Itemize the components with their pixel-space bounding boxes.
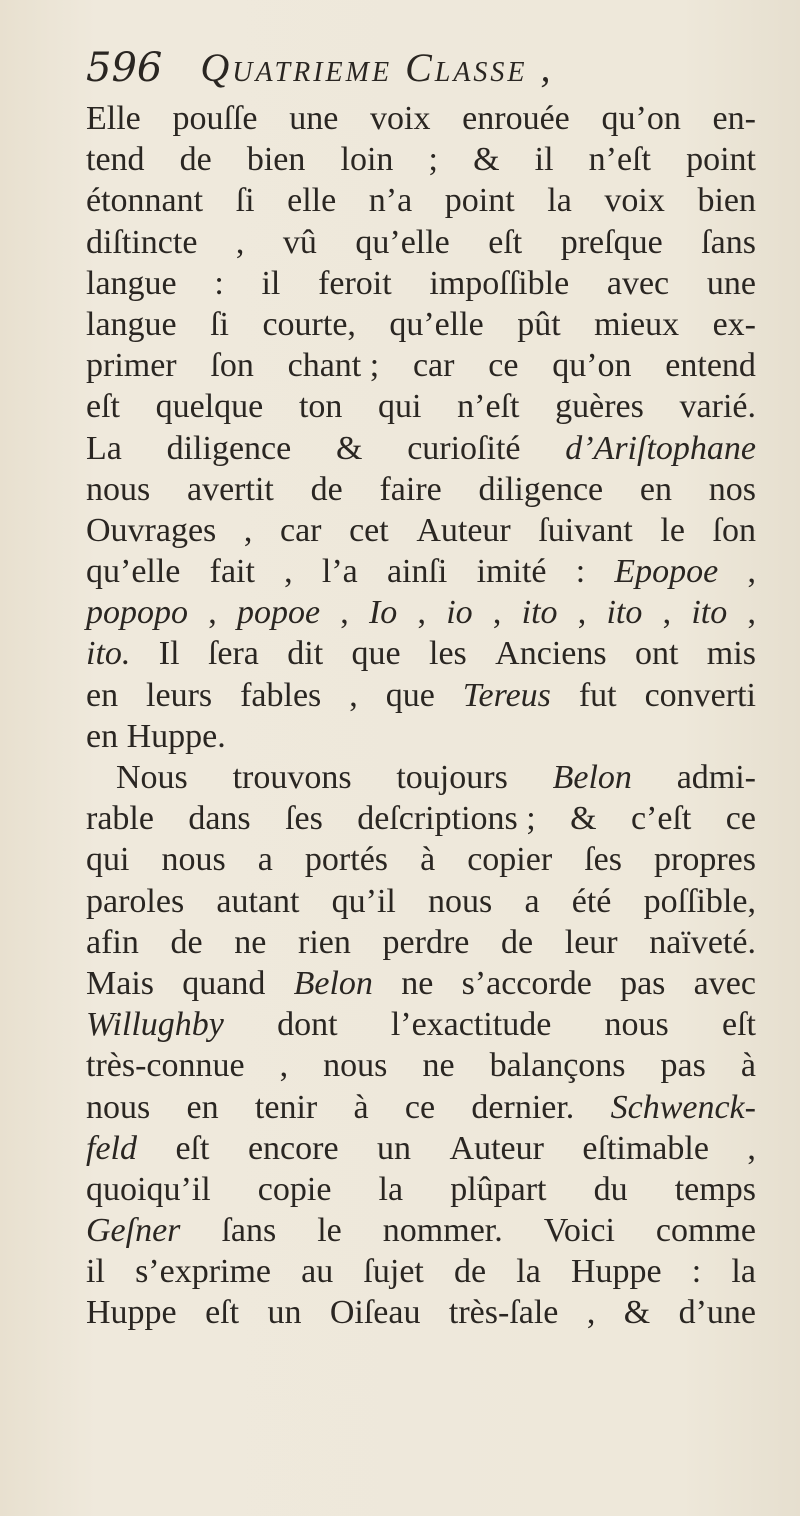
word: Il	[158, 635, 180, 673]
word: ,	[747, 1129, 756, 1167]
word: copie	[257, 1170, 332, 1208]
word: imité	[476, 553, 547, 591]
word: ;	[428, 141, 438, 179]
word: poſſible,	[643, 882, 756, 920]
word: diligence	[166, 429, 292, 467]
word: &	[473, 141, 500, 179]
word: s’exprime	[135, 1253, 272, 1291]
word: quelque	[155, 388, 264, 426]
word: pas	[660, 1047, 706, 1085]
word: un	[377, 1129, 412, 1167]
word: elle	[287, 182, 337, 220]
word: portés	[304, 841, 389, 879]
word: nous	[604, 1006, 669, 1044]
word: il	[86, 1253, 105, 1291]
word: qu’on	[552, 347, 632, 385]
word: feroit	[318, 264, 392, 302]
word: du	[593, 1170, 628, 1208]
word: très-ſale	[448, 1294, 559, 1332]
text-line	[86, 469, 756, 510]
word: la	[547, 182, 572, 220]
word: nous	[86, 1088, 151, 1126]
word: Io	[368, 594, 398, 632]
word: une	[706, 264, 756, 302]
text-line	[86, 922, 756, 963]
word: l’a	[321, 553, 358, 591]
word: d’Ariſtophane	[565, 429, 756, 467]
word: eſt	[488, 223, 523, 261]
word: popoe	[236, 594, 321, 632]
word: impoſſible	[429, 264, 570, 302]
text-line	[86, 510, 756, 551]
word: la	[731, 1253, 756, 1291]
word: au	[301, 1253, 334, 1291]
word: en	[186, 1088, 219, 1126]
word: nous	[161, 841, 226, 879]
word: car	[412, 347, 455, 385]
word: nommer.	[382, 1212, 503, 1250]
word: leur	[564, 923, 618, 961]
text-line	[86, 1251, 756, 1292]
word: le	[660, 511, 685, 549]
word: :	[214, 264, 224, 302]
word: ito.	[86, 635, 131, 673]
word: très-connue	[86, 1047, 245, 1085]
word: il	[534, 141, 554, 179]
page-header	[86, 44, 554, 96]
word: Epopoe	[614, 553, 719, 591]
text-line	[86, 345, 756, 386]
word: nos	[708, 470, 756, 508]
word: ce	[404, 1088, 436, 1126]
word: en-	[712, 100, 756, 137]
word: &	[335, 429, 363, 467]
word: :	[691, 1253, 702, 1291]
word: chant ;	[287, 347, 380, 385]
word: ſera	[207, 635, 259, 673]
word: ce	[488, 347, 519, 385]
word: &	[623, 1294, 651, 1332]
word: Elle	[86, 100, 141, 137]
word: en Huppe.	[86, 717, 226, 755]
word: perdre	[382, 923, 470, 961]
word: qu’il	[331, 882, 396, 920]
word: comme	[655, 1212, 756, 1250]
word: ,	[577, 594, 587, 632]
text-line	[86, 675, 756, 716]
word: curioſité	[407, 429, 521, 467]
word: qui	[86, 841, 130, 879]
word: Auteur	[449, 1129, 544, 1167]
word: dont	[277, 1006, 338, 1044]
word: ſans	[221, 1212, 277, 1250]
word: ,	[662, 594, 672, 632]
word: de	[310, 470, 343, 508]
word: preſque	[560, 223, 663, 261]
word: tenir	[254, 1088, 318, 1126]
word: ito	[606, 594, 643, 632]
word: langue	[86, 264, 177, 302]
word: deſcriptions ;	[357, 800, 536, 838]
text-line	[86, 98, 756, 139]
word: Belon	[293, 964, 373, 1002]
word: fut	[578, 676, 617, 714]
word: à	[740, 1047, 756, 1085]
word: copier	[467, 841, 553, 879]
text-line	[86, 386, 756, 427]
word: toujours	[396, 759, 508, 796]
word: Auteur	[416, 511, 511, 549]
word: été	[571, 882, 612, 920]
text-line	[86, 839, 756, 880]
page-number: 596	[86, 45, 163, 91]
word: dit	[287, 635, 324, 673]
word: Oiſeau	[329, 1294, 421, 1332]
word: io	[446, 594, 473, 632]
word: avec	[606, 264, 670, 302]
word: ſuivant	[538, 511, 633, 549]
word: ſon	[712, 511, 756, 549]
word: n’eſt	[457, 388, 520, 426]
word: ,	[340, 594, 349, 632]
word: ne	[234, 923, 267, 961]
word: admi-	[676, 759, 756, 796]
text-line	[86, 1292, 756, 1333]
word: avertit	[187, 470, 274, 508]
word: ſon	[210, 347, 254, 385]
word: de	[170, 923, 203, 961]
word: pas	[620, 964, 666, 1002]
word: pût	[517, 305, 561, 343]
word: n’eſt	[588, 141, 651, 179]
word: bien	[697, 182, 756, 220]
word: voix	[604, 182, 665, 220]
word: popopo	[86, 594, 188, 632]
word: tend	[86, 141, 145, 179]
word: mis	[706, 635, 756, 673]
word: qu’elle	[86, 553, 181, 591]
word: nous	[428, 882, 493, 920]
word: eſt	[722, 1006, 756, 1044]
word: car	[279, 511, 322, 549]
word: trouvons	[232, 759, 352, 796]
word: ,	[243, 511, 253, 549]
word: converti	[644, 676, 756, 714]
word: ne	[401, 964, 434, 1002]
word: de	[179, 141, 212, 179]
text-line	[86, 1128, 756, 1169]
word: varié.	[679, 388, 756, 426]
text-line	[86, 963, 756, 1004]
word: il	[261, 264, 281, 302]
word: un	[267, 1294, 302, 1332]
word: propres	[654, 841, 756, 879]
word: ,	[747, 553, 756, 591]
word: Geſner	[86, 1212, 181, 1250]
word: l’exactitude	[390, 1006, 552, 1044]
body-text	[86, 98, 756, 1334]
word: dans	[188, 800, 251, 838]
word: temps	[674, 1170, 756, 1208]
word: paroles	[86, 882, 185, 920]
word: qu’elle	[355, 223, 450, 261]
word: rien	[298, 923, 351, 961]
word: les	[429, 635, 467, 673]
word: de	[454, 1253, 487, 1291]
word: courte,	[262, 305, 356, 343]
word: ,	[284, 553, 293, 591]
text-line	[86, 180, 756, 221]
text-line	[86, 222, 756, 263]
word: ito	[521, 594, 558, 632]
word: avec	[693, 964, 756, 1002]
word: ne	[422, 1047, 455, 1085]
word: ſes	[584, 841, 622, 879]
word: eſtimable	[582, 1129, 709, 1167]
word: ,	[586, 1294, 596, 1332]
text-line	[86, 798, 756, 839]
word: naïveté.	[649, 923, 756, 961]
text-line	[86, 716, 756, 757]
word: bien	[246, 141, 306, 179]
word: encore	[247, 1129, 339, 1167]
word: en	[86, 676, 119, 714]
word: point	[444, 182, 515, 220]
word: Belon	[552, 759, 632, 796]
word: ,	[747, 594, 756, 632]
word: ito	[691, 594, 728, 632]
word: fables	[240, 676, 322, 714]
word: eſt	[86, 388, 120, 426]
word: rable	[86, 800, 154, 838]
word: ,	[279, 1047, 289, 1085]
word: faire	[379, 470, 442, 508]
text-line	[86, 881, 756, 922]
word: La	[86, 429, 122, 467]
word: :	[575, 553, 586, 591]
word: a	[524, 882, 540, 920]
text-line	[86, 304, 756, 345]
word: Huppe	[570, 1253, 662, 1291]
word: ton	[298, 388, 343, 426]
running-head: Quatrieme Classe ,	[200, 45, 554, 90]
word: nous	[323, 1047, 388, 1085]
word: mieux	[594, 305, 680, 343]
word: Tereus	[462, 676, 551, 714]
word: voix	[370, 100, 431, 137]
word: ſes	[285, 800, 323, 838]
word: pouſſe	[172, 100, 258, 137]
word: &	[570, 800, 597, 838]
word: Anciens	[495, 635, 607, 673]
text-line	[86, 1169, 756, 1210]
word: diſtincte	[86, 223, 198, 261]
word: étonnant	[86, 182, 204, 220]
word: eſt	[205, 1294, 240, 1332]
word: ce	[725, 800, 756, 838]
word: Voici	[543, 1212, 615, 1250]
word: quoiqu’il	[86, 1170, 211, 1208]
text-line	[86, 592, 756, 633]
word: entend	[665, 347, 756, 385]
word: langue	[86, 305, 177, 343]
word: que	[385, 676, 435, 714]
word: Mais	[86, 964, 154, 1002]
word: afin	[86, 923, 139, 961]
word: autant	[216, 882, 300, 920]
text-line	[86, 1087, 756, 1128]
word: vû	[282, 223, 317, 261]
word: ,	[349, 676, 358, 714]
word: s’accorde	[461, 964, 592, 1002]
word: en	[639, 470, 672, 508]
word: ont	[634, 635, 679, 673]
text-line	[86, 1045, 756, 1086]
word: qu’elle	[389, 305, 484, 343]
word: c’eſt	[630, 800, 692, 838]
word: feld	[86, 1129, 137, 1167]
word: ,	[492, 594, 502, 632]
word: guères	[555, 388, 644, 426]
word: plûpart	[450, 1170, 547, 1208]
word: ſi	[210, 305, 229, 343]
word: ,	[235, 223, 245, 261]
text-line	[86, 1210, 756, 1251]
word: Ouvrages	[86, 511, 217, 549]
word: Willughby	[86, 1006, 224, 1044]
word: ,	[417, 594, 427, 632]
word: la	[516, 1253, 541, 1291]
word: ainſi	[386, 553, 448, 591]
word: Nous	[116, 759, 188, 796]
text-line	[86, 428, 756, 469]
word: primer	[86, 347, 177, 385]
word: quand	[182, 964, 266, 1002]
word: a	[257, 841, 273, 879]
word: leurs	[146, 676, 213, 714]
word: n’a	[368, 182, 413, 220]
word: ex-	[712, 305, 756, 343]
word: point	[686, 141, 756, 179]
word: d’une	[678, 1294, 756, 1332]
word: dernier.	[471, 1088, 575, 1126]
word: à	[353, 1088, 369, 1126]
word: eſt	[175, 1129, 210, 1167]
text-line	[86, 1004, 756, 1045]
word: ſi	[235, 182, 255, 220]
word: que	[351, 635, 401, 673]
text-line	[86, 633, 756, 674]
word: enrouée	[462, 100, 570, 137]
word: ,	[208, 594, 217, 632]
word: ſans	[701, 223, 756, 261]
word: une	[289, 100, 339, 137]
word: loin	[340, 141, 394, 179]
word: qu’on	[601, 100, 681, 137]
word: à	[420, 841, 436, 879]
word: le	[317, 1212, 342, 1250]
word: Huppe	[86, 1294, 177, 1332]
word: ſujet	[363, 1253, 424, 1291]
text-line	[86, 263, 756, 304]
word: Schwenck-	[610, 1088, 756, 1126]
word: nous	[86, 470, 151, 508]
text-line	[86, 139, 756, 180]
word: qui	[378, 388, 422, 426]
word: cet	[349, 511, 389, 549]
word: de	[501, 923, 534, 961]
text-line	[86, 551, 756, 592]
word: fait	[209, 553, 255, 591]
word: diligence	[478, 470, 604, 508]
word: balançons	[489, 1047, 626, 1085]
word: la	[378, 1170, 404, 1208]
text-line	[86, 757, 756, 798]
